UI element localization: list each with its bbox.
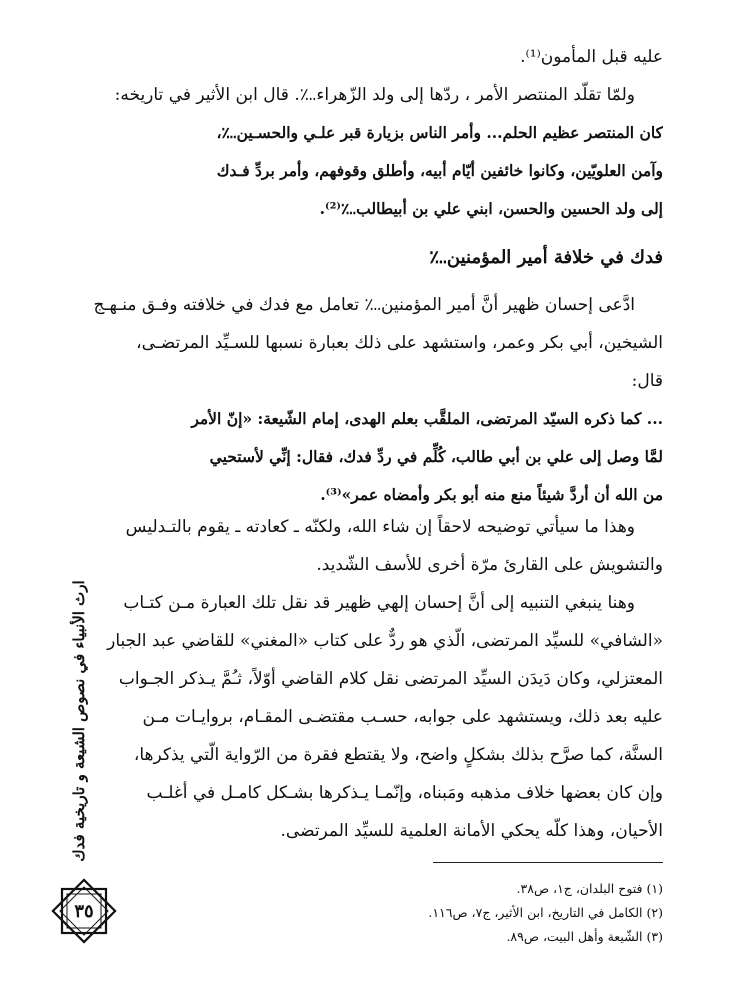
section-heading: فدك في خلافة أمير المؤمنين؊ [429, 247, 663, 268]
text-line: قال: [631, 371, 663, 391]
quote-line: ... كما ذكره السيّد المرتضى، الملقَّب بعلم الهدى، إمام الشّيعة: «إنّ الأمر [191, 409, 663, 428]
claim-paragraph [73, 286, 663, 400]
text-line: وهذا ما سيأتي توضيحه لاحقاً إن شاء الله، ولكنّه ـ كعادته ـ يقوم بالتـدليس [125, 517, 635, 537]
quote-line: لمَّا وصل إلى علي بن أبي طالب، كُلِّم في ردِّ فدك، فقال: إنِّي لأستحيي [209, 447, 663, 466]
text-line: الشيخين، أبي بكر وعمر، واستشهد على ذلك بعبارة نسبها للسـيِّد المرتضـى، [136, 333, 663, 353]
quote-line: وآمن العلويّين، وكانوا خائفين أيّام أبيه، وأطلق وقوفهم، وأمر بردِّ فـدك [216, 161, 663, 180]
quote-line: إلى ولد الحسين والحسن، ابني علي بن أبيطالب؊⁽²⁾. [319, 199, 663, 218]
page-number: ٣٥ [74, 900, 94, 922]
running-title-container [64, 572, 94, 870]
text-line: المعتزلي، وكان دَيدَن السيِّد المرتضى نقل كلام القاضي أوّلاً، ثـُمَّ يـذكر الجـواب [118, 669, 663, 689]
text-line: وهنا ينبغي التنبيه إلى أنَّ إحسان إلهي ظهير قد نقل تلك العبارة مـن كتـاب [123, 593, 635, 613]
quote-line: من الله أن أردَّ شيئاً منع منه أبو بكر وأمضاه عمر»⁽³⁾. [320, 485, 663, 504]
footnote-divider [433, 862, 663, 863]
text-line: عليه قبل المأمون⁽¹⁾. [520, 47, 663, 67]
text-line: والتشويش على القارئ مرّة أخرى للأسف الشّديد. [316, 555, 663, 575]
quote-line: كان المنتصر عظيم الحلم... وأمر الناس بزيارة قبر علـي والحسـين؊، [216, 123, 663, 142]
opening-paragraph [73, 38, 663, 228]
running-title: ارث الأنبياء في نصوص الشيعة و تاريخية فدك [70, 580, 88, 862]
quoted-passage [73, 400, 663, 514]
footnote-item: (٣) الشّيعة وأهل البيت، ص٨٩. [506, 929, 663, 944]
text-line: «الشافي» للسيِّد المرتضى، الّذي هو ردٌّ على كتاب «المغني» للقاضي عبد الجبار [107, 631, 663, 651]
footnotes [73, 877, 663, 949]
text-line: وإن كان بعضها خلاف مذهبه ومَبناه، وإنّمـا يـذكرها بشـكل كامـل في أغلـب [146, 783, 663, 803]
text-line: الأحيان، وهذا كلّه يحكي الأمانة العلمية للسيِّد المرتضى. [280, 821, 663, 841]
footnote-item: (٢) الكامل في التاريخ، ابن الأثير، ج٧، ص١١٦. [428, 905, 663, 920]
footnote-item: (١) فتوح البلدان، ج١، ص٣٨. [516, 881, 663, 896]
text-line: عليه بعد ذلك، ويستشهد على جوابه، حسـب مقتضـى المقـام، بروايـات مـن [142, 707, 663, 727]
text-line: ادَّعى إحسان ظهير أنَّ أمير المؤمنين؊ تعامل مع فدك في خلافته وفـق منـهـج [93, 295, 635, 315]
text-line: السنَّة، كما صرَّح بذلك بشكلٍ واضح، ولا يقتطع فقرة من الرّواية الّتي يذكرها، [133, 745, 663, 765]
body-paragraphs [73, 508, 663, 850]
text-line: ولمّا تقلّد المنتصر الأمر ، ردّها إلى ولد الزّهراء؊. قال ابن الأثير في تاريخه: [114, 85, 635, 105]
